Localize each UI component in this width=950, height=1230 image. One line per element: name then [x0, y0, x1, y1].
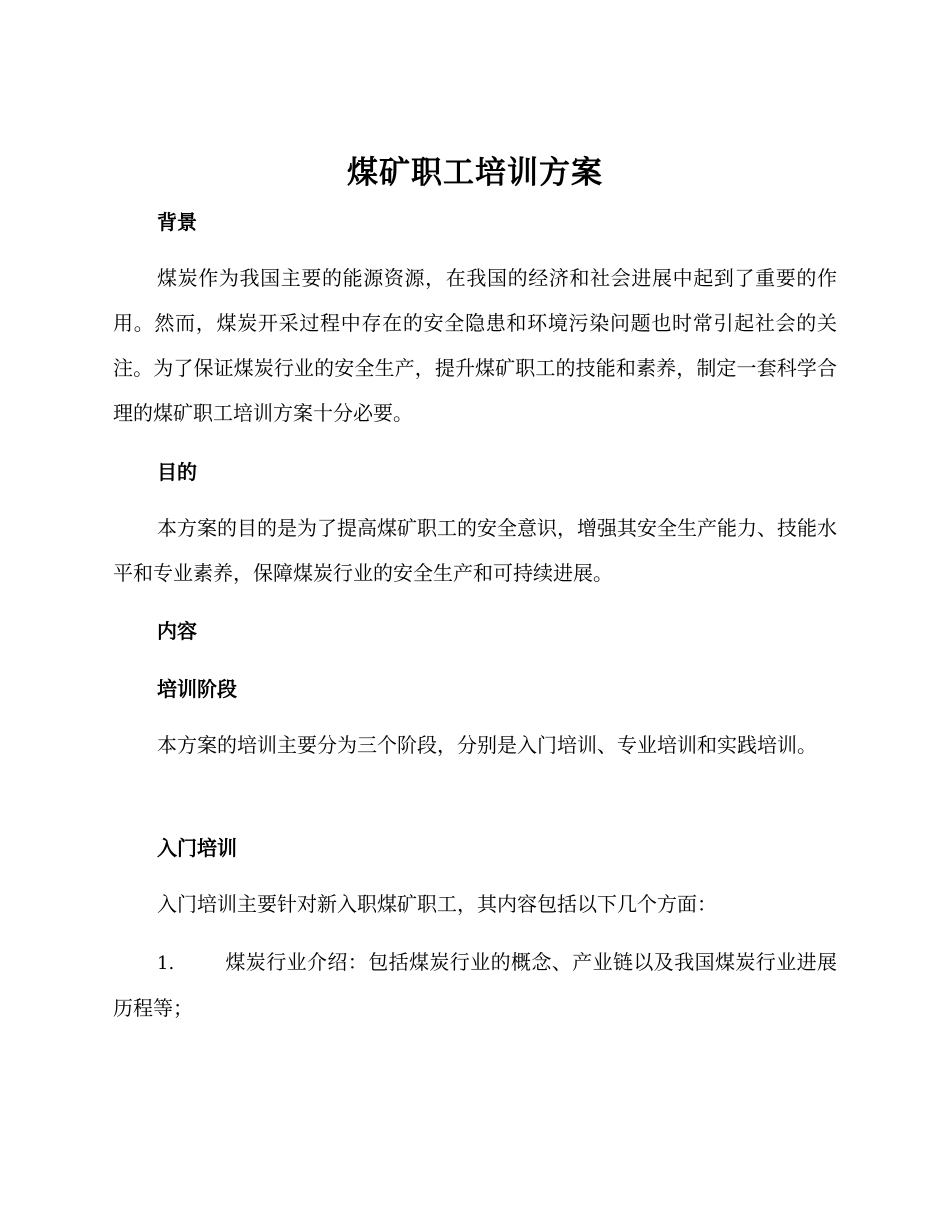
document-title: 煤矿职工培训方案: [347, 155, 603, 191]
paragraph-entry-training: 入门培训主要针对新入职煤矿职工，其内容包括以下几个方面：: [157, 892, 717, 916]
section-heading-content: 内容: [157, 619, 197, 643]
list-item-number: 1.: [157, 953, 175, 974]
paragraph-background: 煤炭作为我国主要的能源资源，在我国的经济和社会进展中起到了重要的作用。然而，煤炭开采过程中存在的安全隐患和环境污染问题也时常引起社会的关注。为了保证煤炭行业的安全生产，提升煤矿职工的技能和素养，制定一套科学合理的煤矿职工培训方案十分必要。: [113, 266, 837, 425]
section-heading-entry-training: 入门培训: [157, 836, 237, 860]
section-heading-purpose: 目的: [157, 460, 197, 484]
list-item-text: 煤炭行业介绍：包括煤炭行业的概念、产业链以及我国煤炭行业进展历程等；: [113, 950, 837, 1020]
paragraph-training-stages: 本方案的培训主要分为三个阶段，分别是入门培训、专业培训和实践培训。: [157, 733, 817, 757]
paragraph-purpose: 本方案的目的是为了提高煤矿职工的安全意识，增强其安全生产能力、技能水平和专业素养，保障煤炭行业的安全生产和可持续进展。: [113, 516, 837, 585]
section-heading-training-stages: 培训阶段: [157, 677, 237, 701]
list-item: [113, 940, 837, 1031]
section-heading-background: 背景: [157, 210, 197, 234]
